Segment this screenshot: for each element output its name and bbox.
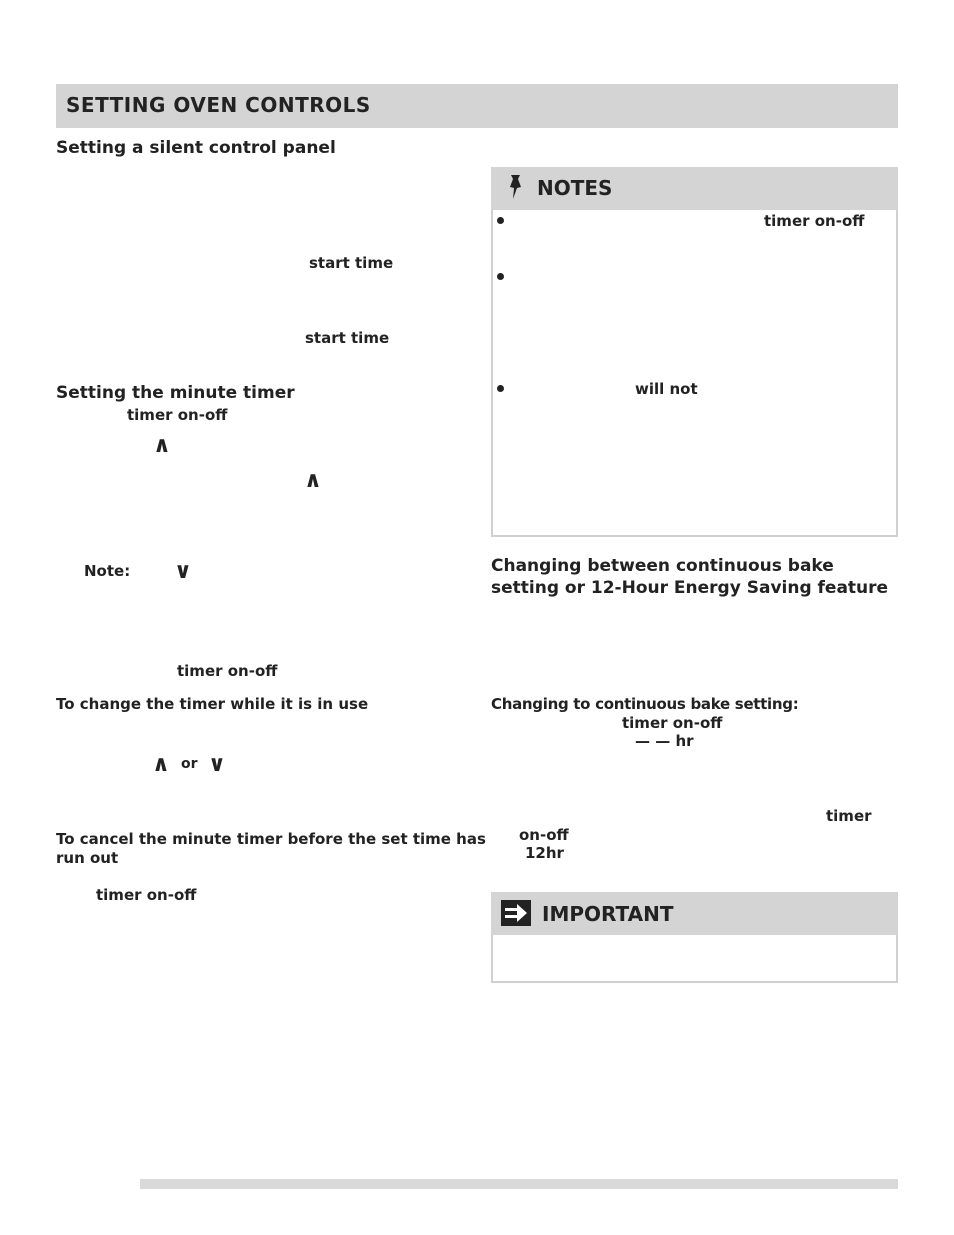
continuous-bake-heading-cont: setting or 12-Hour Energy Saving feature (491, 578, 889, 598)
start-time-key-1: start time (309, 254, 394, 272)
up-arrow-icon: ∧ (152, 752, 170, 777)
down-arrow-icon: ∨ (174, 559, 192, 584)
important-title: IMPORTANT (542, 902, 674, 926)
twelve-hr-display: 12hr (525, 844, 564, 862)
cancel-timer-heading-cont: run out (56, 849, 119, 867)
start-time-key-2: start time (305, 329, 390, 347)
on-off-key-word: on-off (519, 826, 569, 844)
timer-on-off-key-1: timer on-off (127, 406, 228, 424)
continuous-bake-label: Changing to continuous bake setting: (491, 695, 799, 713)
arrow-right-icon (501, 900, 531, 926)
change-timer-heading: To change the timer while it is in use (56, 695, 369, 713)
page-title: SETTING OVEN CONTROLS (66, 93, 371, 117)
up-arrow-icon: ∧ (304, 468, 322, 493)
timer-on-off-key-right: timer on-off (622, 714, 723, 732)
bullet (497, 217, 504, 224)
notes-timer-on-off-key: timer on-off (764, 212, 865, 230)
footer-rule (140, 1179, 898, 1189)
will-not-text: will not (635, 380, 698, 398)
timer-key-word: timer (826, 807, 872, 825)
note-label: Note: (84, 562, 131, 580)
bullet (497, 273, 504, 280)
up-arrow-icon: ∧ (153, 433, 171, 458)
cancel-timer-heading: To cancel the minute timer before the set time has (56, 830, 486, 848)
bullet (497, 385, 504, 392)
silent-panel-heading: Setting a silent control panel (56, 138, 336, 158)
down-arrow-icon: ∨ (208, 752, 226, 777)
continuous-bake-heading: Changing between continuous bake (491, 556, 834, 576)
timer-on-off-key-2: timer on-off (177, 662, 278, 680)
minute-timer-heading: Setting the minute timer (56, 383, 295, 403)
dash-hr-display: — — hr (635, 732, 694, 750)
notes-title: NOTES (537, 176, 613, 200)
pushpin-icon (505, 173, 527, 201)
timer-on-off-key-3: timer on-off (96, 886, 197, 904)
or-text: or (181, 756, 198, 772)
